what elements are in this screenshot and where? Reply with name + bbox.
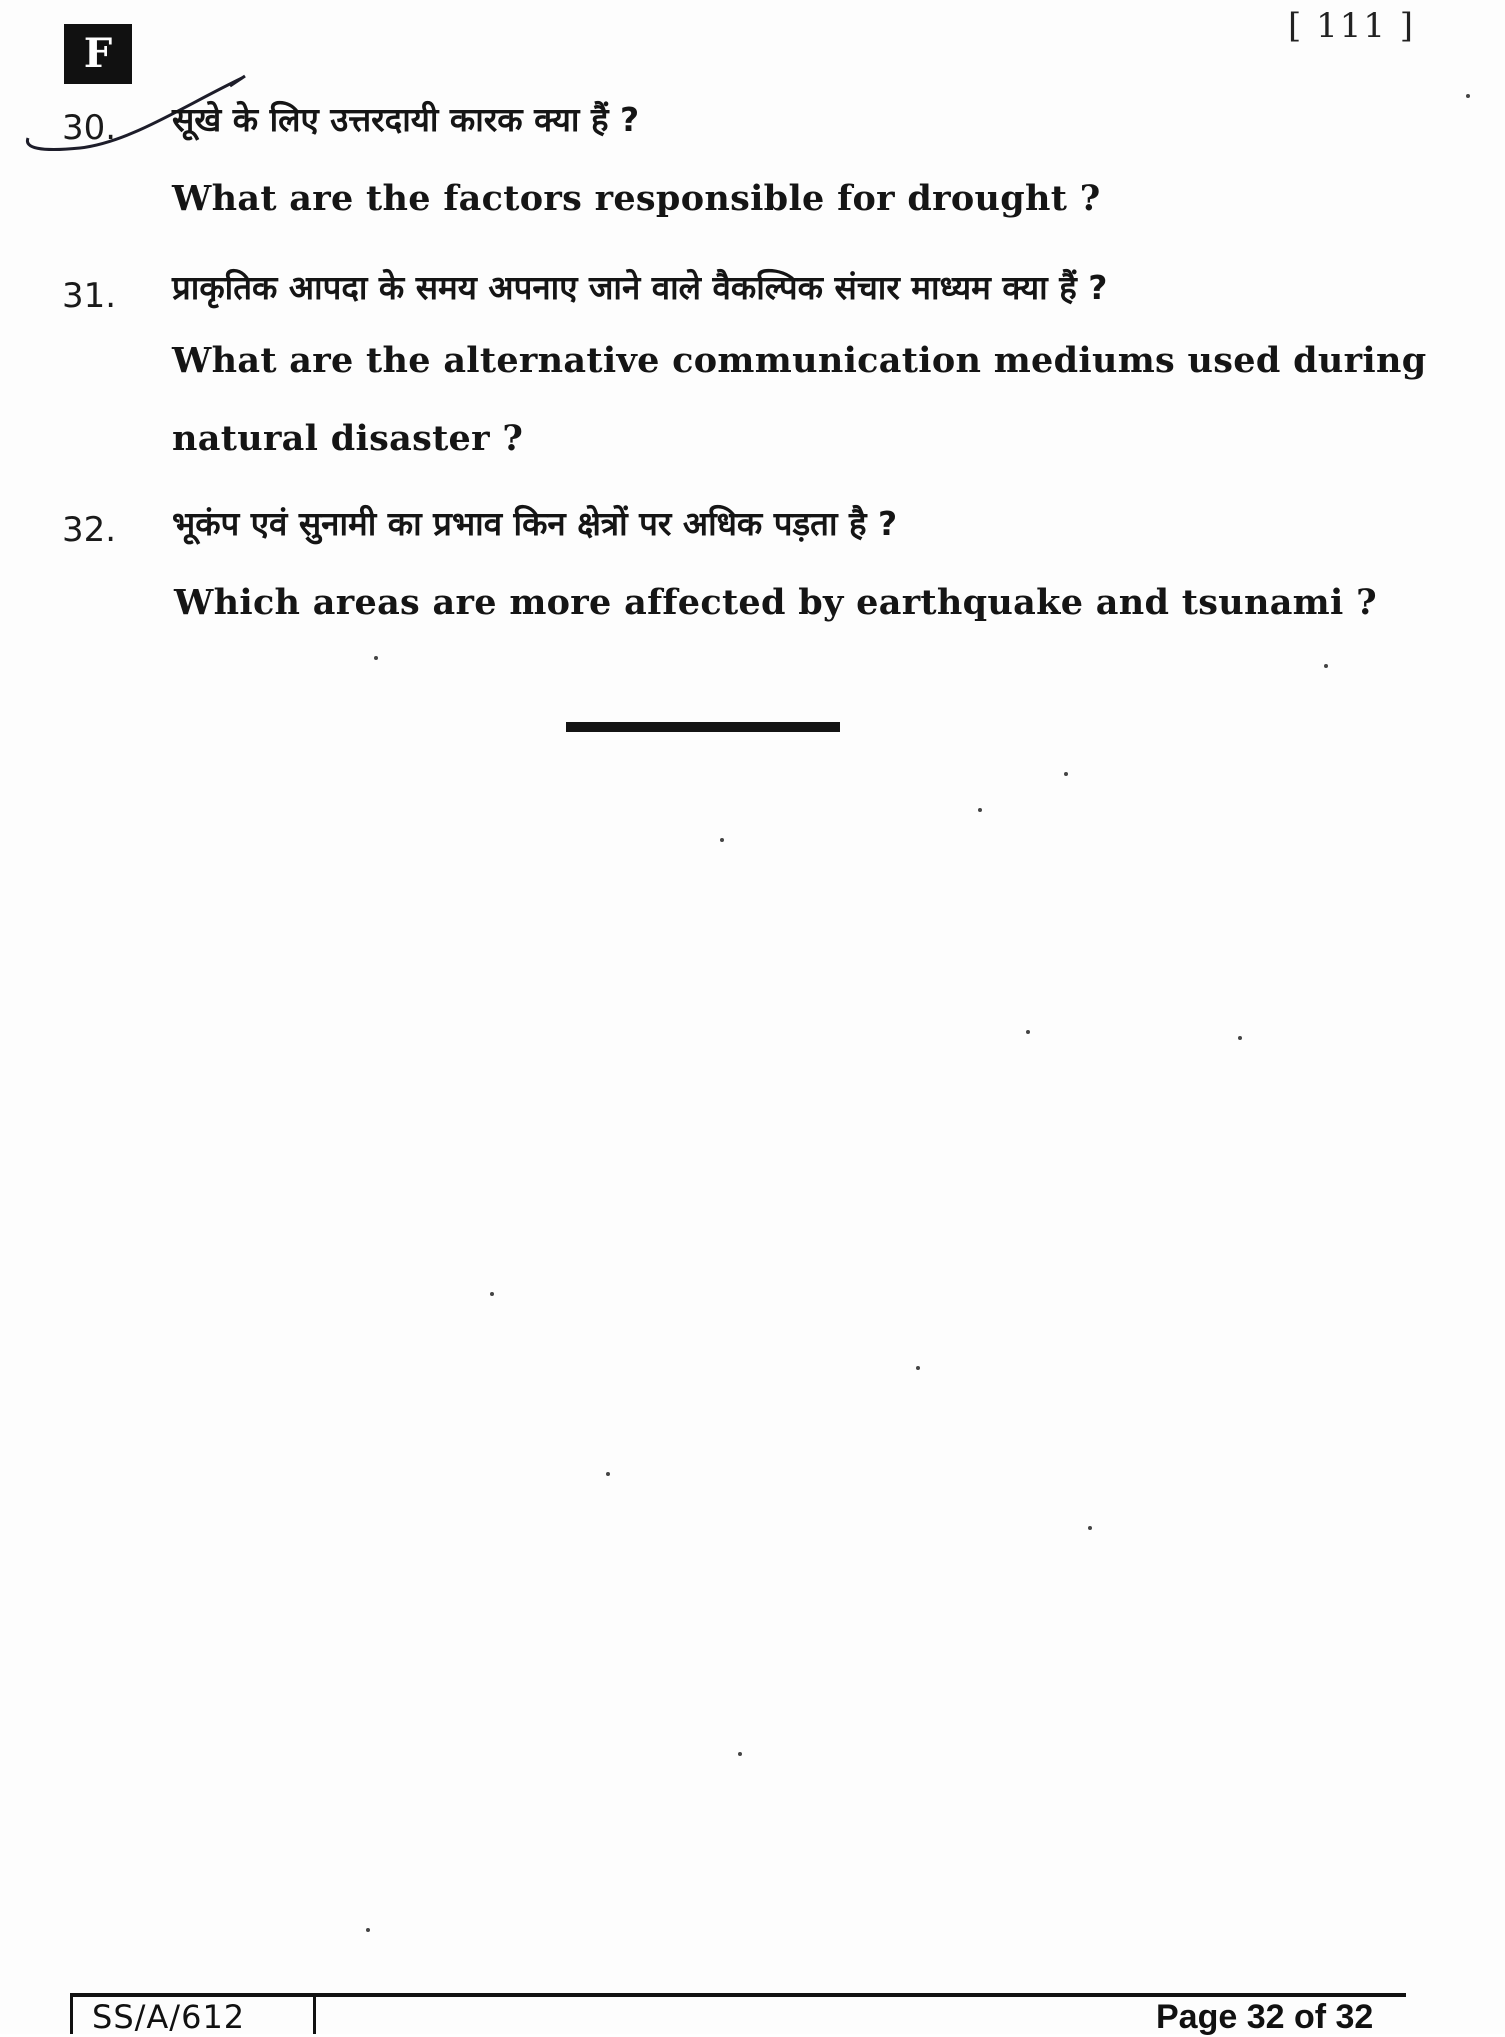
question-31-english-line-1: What are the alternative communication mediums used during <box>172 340 1427 381</box>
scan-speck <box>1324 664 1328 668</box>
scan-speck <box>1466 94 1470 98</box>
page-code: [ 111 ] <box>1288 6 1416 46</box>
question-30-number: 30. <box>62 108 117 148</box>
scan-speck <box>1026 1030 1030 1034</box>
set-badge: F <box>64 24 132 84</box>
question-31-hindi: प्राकृतिक आपदा के समय अपनाए जाने वाले वैकल्पिक संचार माध्यम क्या हैं ? <box>172 268 1108 307</box>
scan-speck <box>374 656 378 660</box>
scan-speck <box>1088 1526 1092 1530</box>
end-rule <box>566 722 840 732</box>
question-32-hindi: भूकंप एवं सुनामी का प्रभाव किन क्षेत्रों पर अधिक पड़ता है ? <box>172 504 898 543</box>
scan-speck <box>978 808 982 812</box>
scan-speck <box>490 1292 494 1296</box>
scan-speck <box>738 1752 742 1756</box>
question-30-english: What are the factors responsible for drought ? <box>172 178 1101 219</box>
scan-speck <box>606 1472 610 1476</box>
scan-speck <box>1064 772 1068 776</box>
scan-speck <box>1238 1036 1242 1040</box>
footer-page-number: Page 32 of 32 <box>1156 1998 1374 2036</box>
question-31-english-line-2: natural disaster ? <box>172 418 524 459</box>
scan-speck <box>916 1366 920 1370</box>
question-31-number: 31. <box>62 276 117 316</box>
footer-code: SS/A/612 <box>92 1998 246 2036</box>
question-30-hindi: सूखे के लिए उत्तरदायी कारक क्या हैं ? <box>172 100 640 139</box>
scan-speck <box>720 838 724 842</box>
question-32-english: Which areas are more affected by earthquake and tsunami ? <box>174 582 1377 623</box>
scan-speck <box>366 1928 370 1932</box>
question-32-number: 32. <box>62 510 117 550</box>
